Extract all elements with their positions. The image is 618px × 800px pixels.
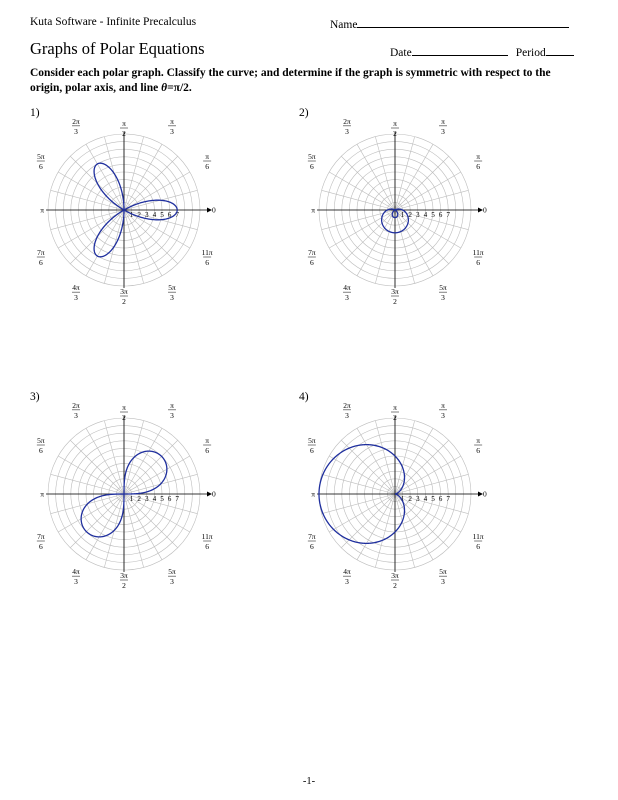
angle-label-3pi-over-2-numerator: 3π bbox=[120, 571, 128, 580]
angle-label-pi-over-3-denominator: 3 bbox=[170, 410, 174, 420]
grid-ray bbox=[51, 474, 124, 494]
angle-label-3pi-over-2-denominator: 2 bbox=[122, 581, 126, 590]
angle-label-five-pi-over-3-denominator: 3 bbox=[170, 293, 174, 303]
grid-ray bbox=[104, 421, 124, 494]
angle-label-five-pi-over-6 bbox=[37, 152, 45, 171]
polar-graph-3 bbox=[34, 400, 224, 590]
angle-label-pi-over-2-denominator: 2 bbox=[122, 129, 126, 138]
angle-label-two-pi-over-3-numerator: 2π bbox=[72, 116, 80, 126]
angle-label-pi-over-3-numerator: π bbox=[170, 116, 174, 126]
grid-ray bbox=[395, 190, 468, 210]
angle-label-pi-over-2-denominator: 2 bbox=[393, 413, 397, 422]
angle-label-pi: π bbox=[40, 205, 44, 215]
angle-label-two-pi-over-3 bbox=[72, 401, 80, 420]
radial-tick-label: 2 bbox=[408, 495, 412, 503]
angle-label-five-pi-over-6-denominator: 6 bbox=[309, 162, 314, 171]
grid-ray bbox=[322, 190, 395, 210]
angle-label-pi-over-3 bbox=[168, 117, 176, 136]
angle-label-two-pi-over-3-denominator: 3 bbox=[345, 126, 349, 136]
angle-label-two-pi-over-3-numerator: 2π bbox=[343, 116, 351, 126]
radial-tick-label: 6 bbox=[438, 495, 443, 503]
radial-tick-label: 6 bbox=[167, 495, 172, 503]
angle-label-five-pi-over-6 bbox=[37, 436, 45, 455]
angle-label-eleven-pi-over-6-denominator: 6 bbox=[476, 258, 481, 267]
period-blank-line[interactable] bbox=[546, 44, 574, 56]
name-label: Name bbox=[330, 19, 358, 31]
angle-label-3pi-over-2 bbox=[391, 287, 399, 306]
angle-label-pi-over-6-numerator: π bbox=[476, 436, 481, 445]
grid-ray bbox=[395, 428, 433, 494]
angle-label-five-pi-over-6-numerator: 5π bbox=[308, 152, 316, 161]
grid-ray bbox=[322, 494, 395, 514]
radial-tick-label: 4 bbox=[152, 211, 157, 219]
grid-ray bbox=[329, 172, 395, 210]
grid-ray bbox=[124, 172, 190, 210]
angle-label-3pi-over-2-denominator: 2 bbox=[393, 581, 397, 590]
date-field[interactable] bbox=[390, 44, 582, 59]
angle-label-seven-pi-over-6-denominator: 6 bbox=[38, 542, 43, 551]
grid-ray bbox=[124, 494, 190, 532]
angle-label-seven-pi-over-6 bbox=[308, 532, 316, 551]
angle-label-0: 0 bbox=[212, 205, 216, 215]
angle-label-two-pi-over-3-denominator: 3 bbox=[74, 410, 78, 420]
angle-label-pi-over-2-numerator: π bbox=[122, 119, 126, 128]
grid-ray bbox=[124, 494, 144, 567]
angle-label-four-pi-over-3-numerator: 4π bbox=[343, 567, 351, 577]
grid-ray bbox=[58, 172, 124, 210]
polar-graph-2 bbox=[305, 116, 495, 306]
angle-label-pi-over-2-numerator: π bbox=[393, 119, 397, 128]
angle-label-two-pi-over-3-denominator: 3 bbox=[74, 126, 78, 136]
radial-tick-label: 4 bbox=[423, 495, 428, 503]
grid-ray bbox=[86, 494, 124, 560]
angle-label-two-pi-over-3 bbox=[343, 117, 351, 136]
angle-label-seven-pi-over-6-numerator: 7π bbox=[37, 248, 45, 257]
radial-tick-label: 2 bbox=[137, 211, 141, 219]
angle-label-four-pi-over-3-denominator: 3 bbox=[345, 577, 349, 587]
angle-label-five-pi-over-3 bbox=[168, 283, 176, 302]
radial-tick-label: 1 bbox=[129, 495, 134, 503]
angle-label-seven-pi-over-6-numerator: 7π bbox=[308, 532, 316, 541]
name-blank-line[interactable] bbox=[357, 16, 569, 28]
angle-label-pi-over-3-denominator: 3 bbox=[441, 410, 445, 420]
grid-ray bbox=[86, 210, 124, 276]
angle-label-pi: π bbox=[40, 489, 44, 499]
angle-label-four-pi-over-3-denominator: 3 bbox=[345, 293, 349, 303]
angle-label-pi-over-6 bbox=[474, 436, 482, 455]
angle-label-two-pi-over-3 bbox=[72, 117, 80, 136]
angle-label-pi-over-2-numerator: π bbox=[393, 403, 397, 412]
radial-tick-label: 1 bbox=[400, 211, 405, 219]
angle-label-pi-over-3 bbox=[439, 117, 447, 136]
grid-ray bbox=[58, 494, 124, 532]
angle-label-pi-over-6-numerator: π bbox=[205, 152, 210, 161]
polar-graph-4 bbox=[305, 400, 495, 590]
grid-ray bbox=[86, 428, 124, 494]
grid-ray bbox=[124, 428, 162, 494]
grid-ray bbox=[375, 210, 395, 283]
angle-label-two-pi-over-3-numerator: 2π bbox=[72, 400, 80, 410]
grid-ray bbox=[124, 456, 190, 494]
radial-tick-label: 7 bbox=[175, 211, 179, 219]
angle-label-eleven-pi-over-6 bbox=[473, 532, 484, 551]
angle-label-five-pi-over-6 bbox=[308, 436, 316, 455]
angle-label-five-pi-over-6-numerator: 5π bbox=[37, 436, 45, 445]
angle-label-3pi-over-2-numerator: 3π bbox=[391, 571, 399, 580]
angle-label-five-pi-over-3-denominator: 3 bbox=[441, 577, 445, 587]
instructions bbox=[30, 66, 570, 96]
angle-label-pi-over-6-denominator: 6 bbox=[476, 162, 481, 171]
grid-ray bbox=[395, 494, 433, 560]
instructions-theta: θ bbox=[161, 82, 168, 94]
angle-label-seven-pi-over-6 bbox=[37, 248, 45, 267]
angle-label-pi-over-6 bbox=[203, 152, 211, 171]
angle-label-pi-over-2-numerator: π bbox=[122, 403, 126, 412]
radial-tick-label: 5 bbox=[431, 495, 435, 503]
angle-label-pi: π bbox=[311, 489, 315, 499]
instructions-text-end: =π/2. bbox=[167, 82, 192, 94]
angle-label-five-pi-over-6-denominator: 6 bbox=[38, 162, 43, 171]
angle-label-seven-pi-over-6-denominator: 6 bbox=[38, 258, 43, 267]
angle-label-four-pi-over-3-denominator: 3 bbox=[74, 577, 78, 587]
grid-ray bbox=[375, 421, 395, 494]
problem-number-4: 4) bbox=[299, 391, 309, 403]
angle-label-pi-over-3 bbox=[439, 401, 447, 420]
radial-tick-label: 6 bbox=[167, 211, 172, 219]
angle-label-pi-over-3-numerator: π bbox=[170, 400, 174, 410]
grid-ray bbox=[375, 494, 395, 567]
grid-ray bbox=[322, 474, 395, 494]
problem-number-3: 3) bbox=[30, 391, 40, 403]
period-label: Period bbox=[515, 47, 546, 59]
angle-label-pi-over-2 bbox=[120, 119, 128, 138]
grid-ray bbox=[58, 456, 124, 494]
grid-ray bbox=[357, 144, 395, 210]
angle-label-seven-pi-over-6 bbox=[37, 532, 45, 551]
angle-label-pi-over-3-numerator: π bbox=[441, 116, 445, 126]
angle-label-five-pi-over-3-denominator: 3 bbox=[441, 293, 445, 303]
problem-number-2: 2) bbox=[299, 107, 309, 119]
angle-label-four-pi-over-3-numerator: 4π bbox=[343, 283, 351, 293]
grid-ray bbox=[395, 172, 461, 210]
radial-tick-label: 4 bbox=[423, 211, 428, 219]
angle-label-3pi-over-2 bbox=[391, 571, 399, 590]
grid-ray bbox=[58, 210, 124, 248]
radial-tick-label: 3 bbox=[416, 211, 420, 219]
radial-tick-label: 5 bbox=[160, 211, 164, 219]
angle-label-eleven-pi-over-6-denominator: 6 bbox=[476, 542, 481, 551]
angle-label-pi-over-2-denominator: 2 bbox=[122, 413, 126, 422]
angle-label-four-pi-over-3 bbox=[343, 567, 351, 586]
angle-label-pi-over-3-denominator: 3 bbox=[441, 126, 445, 136]
radial-tick-label: 3 bbox=[416, 495, 420, 503]
angle-label-eleven-pi-over-6-numerator: 11π bbox=[472, 248, 484, 257]
angle-label-eleven-pi-over-6 bbox=[473, 248, 484, 267]
angle-label-3pi-over-2 bbox=[120, 287, 128, 306]
grid-ray bbox=[395, 144, 433, 210]
angle-label-five-pi-over-6-denominator: 6 bbox=[38, 446, 43, 455]
angle-label-five-pi-over-3 bbox=[439, 567, 447, 586]
angle-label-four-pi-over-3 bbox=[72, 283, 80, 302]
angle-label-two-pi-over-3 bbox=[343, 401, 351, 420]
grid-ray bbox=[395, 137, 415, 210]
angle-label-eleven-pi-over-6-denominator: 6 bbox=[205, 258, 210, 267]
angle-label-pi: π bbox=[311, 205, 315, 215]
angle-label-five-pi-over-3-numerator: 5π bbox=[168, 567, 176, 577]
angle-label-3pi-over-2-numerator: 3π bbox=[391, 287, 399, 296]
publisher-label: Kuta Software - Infinite Precalculus bbox=[30, 16, 197, 28]
radial-tick-label: 1 bbox=[129, 211, 134, 219]
angle-label-seven-pi-over-6-numerator: 7π bbox=[308, 248, 316, 257]
radial-tick-label: 5 bbox=[160, 495, 164, 503]
page-number: -1- bbox=[302, 776, 316, 787]
angle-label-two-pi-over-3-denominator: 3 bbox=[345, 410, 349, 420]
grid-ray bbox=[51, 190, 124, 210]
angle-label-four-pi-over-3-denominator: 3 bbox=[74, 293, 78, 303]
angle-label-pi-over-2 bbox=[391, 119, 399, 138]
angle-label-eleven-pi-over-6-numerator: 11π bbox=[201, 248, 213, 257]
radial-tick-label: 7 bbox=[175, 495, 179, 503]
angle-label-pi-over-2 bbox=[391, 403, 399, 422]
grid-ray bbox=[329, 456, 395, 494]
angle-label-3pi-over-2-numerator: 3π bbox=[120, 287, 128, 296]
angle-label-3pi-over-2 bbox=[120, 571, 128, 590]
radial-tick-label: 1 bbox=[400, 495, 405, 503]
angle-label-five-pi-over-6-numerator: 5π bbox=[308, 436, 316, 445]
grid-ray bbox=[395, 494, 415, 567]
angle-label-pi-over-2-denominator: 2 bbox=[393, 129, 397, 138]
radial-tick-label: 2 bbox=[137, 495, 141, 503]
radial-tick-label: 3 bbox=[145, 211, 149, 219]
grid-ray bbox=[357, 494, 395, 560]
angle-label-3pi-over-2-denominator: 2 bbox=[122, 297, 126, 306]
angle-label-five-pi-over-6-denominator: 6 bbox=[309, 446, 314, 455]
period-field[interactable] bbox=[516, 47, 582, 59]
angle-label-pi-over-6-denominator: 6 bbox=[205, 162, 210, 171]
angle-label-pi-over-3-numerator: π bbox=[441, 400, 445, 410]
angle-label-seven-pi-over-6-denominator: 6 bbox=[309, 542, 314, 551]
grid-ray bbox=[357, 210, 395, 276]
angle-label-eleven-pi-over-6-denominator: 6 bbox=[205, 542, 210, 551]
angle-label-pi-over-2 bbox=[120, 403, 128, 422]
angle-label-eleven-pi-over-6-numerator: 11π bbox=[201, 532, 213, 541]
angle-label-pi-over-6-denominator: 6 bbox=[205, 446, 210, 455]
angle-label-pi-over-3 bbox=[168, 401, 176, 420]
angle-label-five-pi-over-3-denominator: 3 bbox=[170, 577, 174, 587]
angle-label-3pi-over-2-denominator: 2 bbox=[393, 297, 397, 306]
angle-label-five-pi-over-3 bbox=[168, 567, 176, 586]
radial-tick-label: 5 bbox=[431, 211, 435, 219]
angle-label-five-pi-over-6 bbox=[308, 152, 316, 171]
radial-tick-label: 7 bbox=[446, 495, 450, 503]
angle-label-four-pi-over-3-numerator: 4π bbox=[72, 567, 80, 577]
angle-label-pi-over-6 bbox=[203, 436, 211, 455]
problem-number-1: 1) bbox=[30, 107, 40, 119]
radial-tick-label: 6 bbox=[438, 211, 443, 219]
angle-label-four-pi-over-3 bbox=[343, 283, 351, 302]
grid-ray bbox=[395, 210, 433, 276]
radial-tick-label: 4 bbox=[152, 495, 157, 503]
angle-label-seven-pi-over-6-numerator: 7π bbox=[37, 532, 45, 541]
radial-tick-label: 3 bbox=[145, 495, 149, 503]
angle-label-0: 0 bbox=[483, 205, 487, 215]
angle-label-five-pi-over-3-numerator: 5π bbox=[439, 567, 447, 577]
grid-ray bbox=[86, 144, 124, 210]
angle-label-eleven-pi-over-6 bbox=[202, 532, 213, 551]
angle-label-four-pi-over-3-numerator: 4π bbox=[72, 283, 80, 293]
grid-ray bbox=[329, 494, 395, 532]
grid-ray bbox=[395, 474, 468, 494]
angle-label-0: 0 bbox=[212, 489, 216, 499]
grid-ray bbox=[395, 421, 415, 494]
grid-ray bbox=[51, 210, 124, 230]
angle-label-five-pi-over-3 bbox=[439, 283, 447, 302]
angle-label-seven-pi-over-6-denominator: 6 bbox=[309, 258, 314, 267]
date-label: Date bbox=[390, 47, 412, 59]
grid-ray bbox=[124, 494, 162, 560]
angle-label-pi-over-6-denominator: 6 bbox=[476, 446, 481, 455]
instructions-text: Consider each polar graph. Classify the curve; and determine if the graph is symmetric with respect to the origin, polar axis, and line bbox=[30, 67, 551, 94]
date-blank-line[interactable] bbox=[412, 44, 508, 56]
polar-graph-1 bbox=[34, 116, 224, 306]
angle-label-four-pi-over-3 bbox=[72, 567, 80, 586]
angle-label-0: 0 bbox=[483, 489, 487, 499]
grid-ray bbox=[375, 137, 395, 210]
angle-label-pi-over-3-denominator: 3 bbox=[170, 126, 174, 136]
angle-label-seven-pi-over-6 bbox=[308, 248, 316, 267]
worksheet-title: Graphs of Polar Equations bbox=[30, 39, 205, 58]
angle-label-five-pi-over-3-numerator: 5π bbox=[439, 283, 447, 293]
radial-tick-label: 2 bbox=[408, 211, 412, 219]
radial-tick-label: 7 bbox=[446, 211, 450, 219]
angle-label-pi-over-6 bbox=[474, 152, 482, 171]
angle-label-five-pi-over-6-numerator: 5π bbox=[37, 152, 45, 161]
angle-label-five-pi-over-3-numerator: 5π bbox=[168, 283, 176, 293]
grid-ray bbox=[124, 210, 190, 248]
angle-label-pi-over-6-numerator: π bbox=[205, 436, 210, 445]
angle-label-two-pi-over-3-numerator: 2π bbox=[343, 400, 351, 410]
grid-ray bbox=[124, 137, 144, 210]
grid-ray bbox=[124, 210, 144, 283]
name-field[interactable] bbox=[330, 16, 569, 31]
angle-label-eleven-pi-over-6 bbox=[202, 248, 213, 267]
grid-ray bbox=[395, 210, 415, 283]
grid-ray bbox=[357, 428, 395, 494]
angle-label-eleven-pi-over-6-numerator: 11π bbox=[472, 532, 484, 541]
angle-label-pi-over-6-numerator: π bbox=[476, 152, 481, 161]
